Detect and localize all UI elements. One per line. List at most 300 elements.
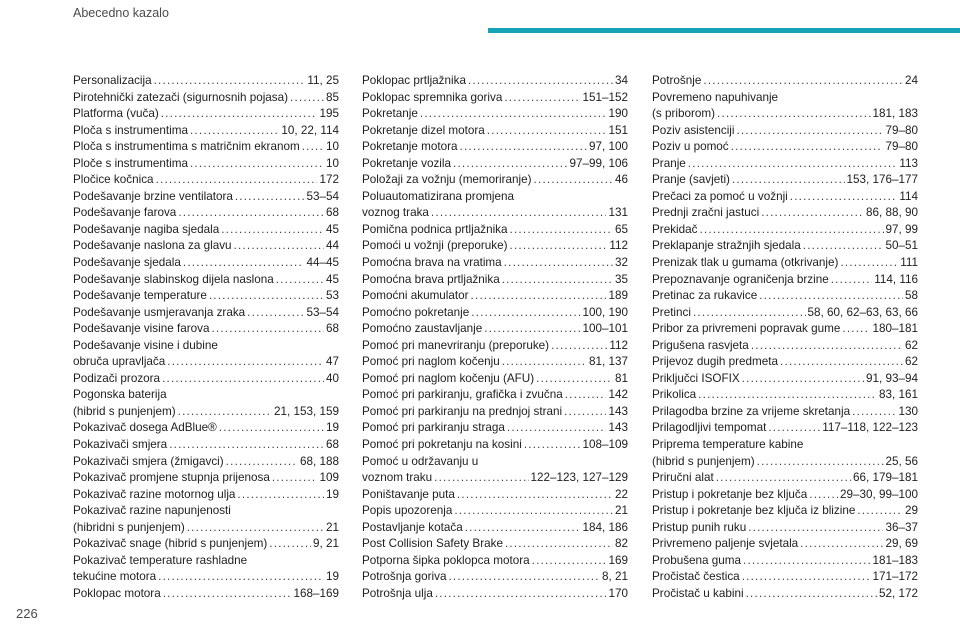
index-entry-line [652,123,918,140]
index-entry-term: (s priborom) [652,107,715,121]
index-entry [652,90,918,123]
index-entry [73,487,339,504]
index-entry [652,437,918,470]
index-entry-term: Pločice kočnica [73,173,154,187]
index-entry-term: Probušena guma [652,553,742,567]
dot-leader [534,172,613,189]
index-entry-pages: 34 [614,74,628,87]
index-entry-term-start: Pomoć u održavanju u [362,454,479,468]
dot-leader [453,156,567,173]
index-entry-line [652,503,918,520]
dot-leader [457,487,613,504]
index-entry-term: Pomoći u vožnji (preporuke) [362,239,508,253]
index-entry-term: Preklapanje stražnjih sjedala [652,239,801,253]
index-entry-line [73,371,339,388]
index-entry [652,354,918,371]
index-entry-term-start: Pokazivač razine napunjenosti [73,504,231,518]
index-entry-line [73,420,339,437]
index-entry-pages: 21, 153, 159 [274,404,339,418]
dot-leader [460,139,588,156]
index-entry-term: Postavljanje kotača [362,520,463,534]
index-entry-line [73,586,339,603]
index-entry [652,569,918,586]
index-entry [73,73,339,90]
index-column-3 [652,73,918,603]
index-entry-term: Prigušena rasvjeta [652,338,749,352]
index-entry-line [73,90,339,107]
index-entry-term: Poziv u pomoć [652,140,729,154]
index-entry-pages: 50–51 [885,239,918,253]
dot-leader [852,404,896,421]
index-entry-term: Poništavanje puta [362,487,455,501]
dot-leader [536,371,613,388]
index-entry-term: Prečaci za pomoć u vožnji [652,189,788,203]
index-entry-term: Potrošnja goriva [362,570,447,584]
dot-leader [857,503,903,520]
index-entry-pages: 47 [325,355,339,369]
index-entry-term: Pokazivač dosega AdBlue® [73,421,217,435]
index-entry [73,255,339,272]
index-entry [362,387,628,404]
index-entry-term: Pokretanje motora [362,140,458,154]
index-entry-pages: 68 [325,206,339,220]
dot-leader [842,321,870,338]
index-entry-line [362,123,628,140]
index-entry-term: Potrošnja ulja [362,586,433,600]
index-entry-pages: 91, 93–94 [866,371,918,385]
index-entry-pages: 111 [900,256,918,270]
index-entry [652,338,918,355]
index-entry-line [362,586,628,603]
index-entry-line [362,305,628,322]
index-entry-term: Podešavanje nagiba sjedala [73,222,220,236]
index-entry [362,371,628,388]
index-entry-term: Pirotehnički zatezači (sigurnosnih pojasa) [73,90,289,104]
index-entry [652,487,918,504]
index-entry [652,189,918,206]
index-entry [652,321,918,338]
dot-leader [510,222,613,239]
index-entry-term: Podešavanje temperature [73,289,207,303]
index-entry-term: Pomoć pri manevriranju (preporuke) [362,338,550,352]
index-entry-term: voznom traku [362,471,433,485]
index-entry-pages: 68 [325,438,339,452]
dot-leader [471,288,607,305]
index-entry-line [362,338,628,355]
index-entry-term: Podešavanje visine farova [73,322,210,336]
dot-leader [800,536,883,553]
index-entry-pages: 40 [325,371,339,385]
index-entry [362,172,628,189]
index-entry-line [73,73,339,90]
index-entry-term: Pokretanje [362,107,418,121]
index-entry-term: Pomoć pri parkiranju, grafička i zvučna [362,388,563,402]
index-entry [73,139,339,156]
index-entry-term: Položaji za vožnju (memoriranje) [362,173,532,187]
index-entry-pages: 181–183 [872,553,918,567]
index-entry-term: Pročistač čestica [652,570,740,584]
index-entry [73,321,339,338]
index-entry-line [362,139,628,156]
index-entry-pages: 113 [899,156,918,170]
index-entry-line [652,553,918,570]
index-entry [362,503,628,520]
index-entry [73,205,339,222]
index-entry-term: Post Collision Safety Brake [362,537,503,551]
index-entry-pages: 53 [325,289,339,303]
dot-leader [219,420,324,437]
index-entry [652,238,918,255]
index-entry-line [652,520,918,537]
dot-leader [502,272,613,289]
index-entry [362,437,628,454]
index-entry-term-start: Priprema temperature kabine [652,438,804,452]
dot-leader [234,238,324,255]
index-entry-pages: 108–109 [582,438,628,452]
dot-leader [746,586,877,603]
dot-leader [434,470,528,487]
index-entry-term: Pomoć pri parkiranju na prednjoj strani [362,404,563,418]
index-entry-pages: 66, 179–181 [853,471,918,485]
dot-leader [221,222,324,239]
index-entry-line [362,90,628,107]
dot-leader [235,189,305,206]
index-entry [73,536,339,553]
index-entry-term: (hibrid s punjenjem) [652,454,755,468]
dot-leader [465,520,581,537]
index-entry-pages: 11, 25 [307,74,339,87]
index-entry-pages: 168–169 [293,586,339,600]
index-entry-term: Pokretanje dizel motora [362,123,485,137]
index-entry-line [652,487,918,504]
dot-leader [532,553,607,570]
dot-leader [169,437,324,454]
index-entry [652,73,918,90]
index-entry-pages: 65 [614,222,628,236]
index-entry-line [362,404,628,421]
index-entry-pages: 170 [608,586,628,600]
index-entry-term: Pristup i pokretanje bez ključa iz blizine [652,504,856,518]
index-entry-pages: 21 [614,504,628,518]
index-entry [73,371,339,388]
index-entry-term: Podešavanje farova [73,206,177,220]
dot-leader [167,354,324,371]
index-entry-pages: 100, 190 [582,305,628,319]
index-entry-pages: 32 [614,256,628,270]
dot-leader [803,238,884,255]
index-entry-line [73,106,339,123]
index-entry-term: Prekidač [652,222,698,236]
index-entry-term: Prikolica [652,388,697,402]
index-entry-pages: 184, 186 [582,520,628,534]
index-entry-line [362,222,628,239]
index-entry-pages: 85 [325,90,339,104]
index-entry-line [73,520,339,537]
index-entry [362,321,628,338]
index-entry-term: Pokazivač razine motornog ulja [73,487,236,501]
index-entry-term: Poziv asistenciji [652,123,735,137]
index-entry-line [652,156,918,173]
index-entry [362,569,628,586]
index-entry-line [652,454,918,471]
index-entry-term: Podešavanje naslona za glavu [73,239,232,253]
index-entry-term: Prepoznavanje ograničenja brzine [652,272,829,286]
dot-leader [502,354,587,371]
index-entry [362,404,628,421]
index-entry-line [362,255,628,272]
index-entry-term: Ploča s instrumentima [73,123,188,137]
index-entry-term: (hibridni s punjenjem) [73,520,185,534]
index-entry [652,553,918,570]
index-entry-line [362,437,628,454]
index-entry-line [362,470,628,487]
index-entry-line [362,553,628,570]
dot-leader [247,305,304,322]
dot-leader [504,255,613,272]
dot-leader [269,536,311,553]
index-entry-pages: 19 [325,421,339,435]
index-entry-line [73,222,339,239]
index-entry [73,586,339,603]
index-entry-pages: 143 [608,421,628,435]
index-entry [362,553,628,570]
index-entry-term: Prilagodljivi tempomat [652,421,767,435]
dot-leader [183,255,305,272]
index-column-2 [362,73,628,603]
dot-leader [510,238,608,255]
index-entry-term: Poklopac spremnika goriva [362,90,503,104]
index-entry-pages: 97, 100 [589,140,628,154]
index-entry-line [73,205,339,222]
index-entry-term: Pomoćna brava prtljažnika [362,272,500,286]
index-entry-line [362,354,628,371]
page-header-title: Abecedno kazalo [73,6,169,20]
index-entry [652,387,918,404]
index-entry [362,238,628,255]
index-entry-term: Poklopac prtljažnika [362,74,466,87]
index-entry-term: Pretinci [652,305,691,319]
index-entry-line [652,205,918,222]
index-entry-pages: 62 [904,355,918,369]
dot-leader [484,321,580,338]
index-entry-line [362,371,628,388]
index-entry-term: Pranje [652,156,686,170]
dot-leader [272,470,318,487]
dot-leader [454,503,613,520]
index-entry-pages: 142 [608,388,628,402]
index-entry [652,222,918,239]
dot-leader [237,487,324,504]
index-entry-term: (hibrid s punjenjem) [73,404,176,418]
index-entry-line [652,420,918,437]
index-entry-line [73,156,339,173]
index-entry [652,123,918,140]
index-entry [652,156,918,173]
index-entry-line [652,321,918,338]
index-entry [362,354,628,371]
index-entry-line [73,354,339,371]
index-entry [362,487,628,504]
index-entry-line [73,238,339,255]
index-entry-pages: 180–181 [872,322,918,336]
index-entry-term: Pristup i pokretanje bez ključa [652,487,808,501]
index-entry-pages: 97, 99 [885,222,918,236]
index-entry-term: Poklopac motora [73,586,161,600]
index-entry-pages: 109 [319,471,339,485]
index-entry-line [73,172,339,189]
index-entry [362,536,628,553]
index-entry-pages: 24 [904,74,918,87]
index-entry-term: Priručni alat [652,471,714,485]
index-entry-line [73,123,339,140]
index-entry-line [652,106,918,123]
index-entry-line [362,321,628,338]
dot-leader [564,404,606,421]
index-entry-line [362,520,628,537]
index-entry-line [362,503,628,520]
index-entry-pages: 169 [608,553,628,567]
index-entry-line [652,73,918,90]
index-entry-pages: 44–45 [306,256,339,270]
dot-leader [565,387,607,404]
index-entry-line [362,238,628,255]
index-entry-pages: 151 [608,123,628,137]
dot-leader [698,387,877,404]
dot-leader [761,205,864,222]
index-entry-line [73,536,339,553]
index-entry-line [362,536,628,553]
dot-leader [507,420,607,437]
index-entry-term: Pribor za privremeni popravak gume [652,322,841,336]
index-entry-term: Personalizacija [73,74,152,87]
index-entry [73,338,339,371]
index-entry [73,470,339,487]
index-entry-line [362,73,628,90]
dot-leader [435,586,607,603]
index-entry-pages: 79–80 [885,140,918,154]
index-entry [652,520,918,537]
index-entry [652,536,918,553]
index-entry-line [652,586,918,603]
index-entry-term: Pomoć pri pokretanju na kosini [362,438,522,452]
index-entry-pages: 68, 188 [300,454,339,468]
index-entry [652,272,918,289]
index-entry-line [652,222,918,239]
dot-leader [759,288,903,305]
index-entry [652,139,918,156]
index-entry-term: Priključci ISOFIX [652,371,740,385]
index-entry-pages: 68 [325,322,339,336]
index-entry-line [362,420,628,437]
index-entry [362,272,628,289]
index-entry-pages: 195 [319,107,339,121]
index-entry [652,586,918,603]
index-entry [362,106,628,123]
index-entry-line [652,255,918,272]
index-entry [652,503,918,520]
index-entry-term: Pročistač u kabini [652,586,744,600]
dot-leader [162,371,324,388]
index-entry [362,288,628,305]
index-entry-line [652,354,918,371]
index-entry-line [73,321,339,338]
dot-leader [290,90,324,107]
dot-leader [699,222,883,239]
index-entry [362,255,628,272]
index-entry-term: Potrošnje [652,74,702,87]
index-entry [652,404,918,421]
index-entry-term-start: Pogonska baterija [73,388,167,402]
index-entry-term: Pokretanje vozila [362,156,452,170]
index-entry-term: voznog traka [362,206,429,220]
index-entry-line [362,156,628,173]
index-entry [362,305,628,322]
index-entry-pages: 153, 176–177 [846,173,918,187]
dot-leader [471,305,580,322]
index-entry [362,189,628,222]
index-entry [362,222,628,239]
dot-leader [276,272,324,289]
index-entry-term-start: Podešavanje visine i dubine [73,338,218,352]
index-entry-pages: 25, 56 [885,454,918,468]
index-entry-term: tekućine motora [73,570,157,584]
index-entry-pages: 46 [614,173,628,187]
dot-leader [551,338,607,355]
index-entry-pages: 52, 172 [879,586,918,600]
index-entry [362,90,628,107]
index-entry-line [652,288,918,305]
index-entry-pages: 171–172 [872,570,918,584]
index-entry-pages: 35 [614,272,628,286]
index-entry-term: Prednji zračni jastuci [652,206,760,220]
index-entry-pages: 29–30, 99–100 [840,487,918,501]
index-entry-pages: 9, 21 [313,537,339,551]
index-entry-pages: 10, 22, 114 [281,123,339,137]
index-entry [73,288,339,305]
dot-leader [780,354,903,371]
index-entry-pages: 29 [904,504,918,518]
index-entry-term: Pristup punih ruku [652,520,747,534]
index-entry-term: Privremeno paljenje svjetala [652,537,799,551]
index-entry-pages: 143 [608,404,628,418]
dot-leader [809,487,838,504]
index-entry-term: Pomoćno zaustavljanje [362,322,483,336]
index-entry-line [73,272,339,289]
dot-leader [743,553,870,570]
index-entry-term: Pomoć pri naglom kočenju (AFU) [362,371,535,385]
index-entry-pages: 114 [899,189,918,203]
index-entry-term: Platforma (vuča) [73,107,159,121]
index-entry [73,305,339,322]
index-entry-pages: 62 [904,338,918,352]
index-entry [652,255,918,272]
index-entry [362,454,628,487]
index-entry-term: Popis upozorenja [362,504,453,518]
index-entry-line [73,288,339,305]
index-entry [73,454,339,471]
dot-leader [209,288,324,305]
index-entry [73,503,339,536]
index-entry-line [73,470,339,487]
dot-leader [190,156,324,173]
index-entry-term-start: Povremeno napuhivanje [652,90,779,104]
index-entry-pages: 83, 161 [879,388,918,402]
index-entry-pages: 19 [325,487,339,501]
dot-leader [448,569,600,586]
dot-leader [211,321,324,338]
index-entry-line [652,569,918,586]
index-entry-pages: 131 [608,206,628,220]
